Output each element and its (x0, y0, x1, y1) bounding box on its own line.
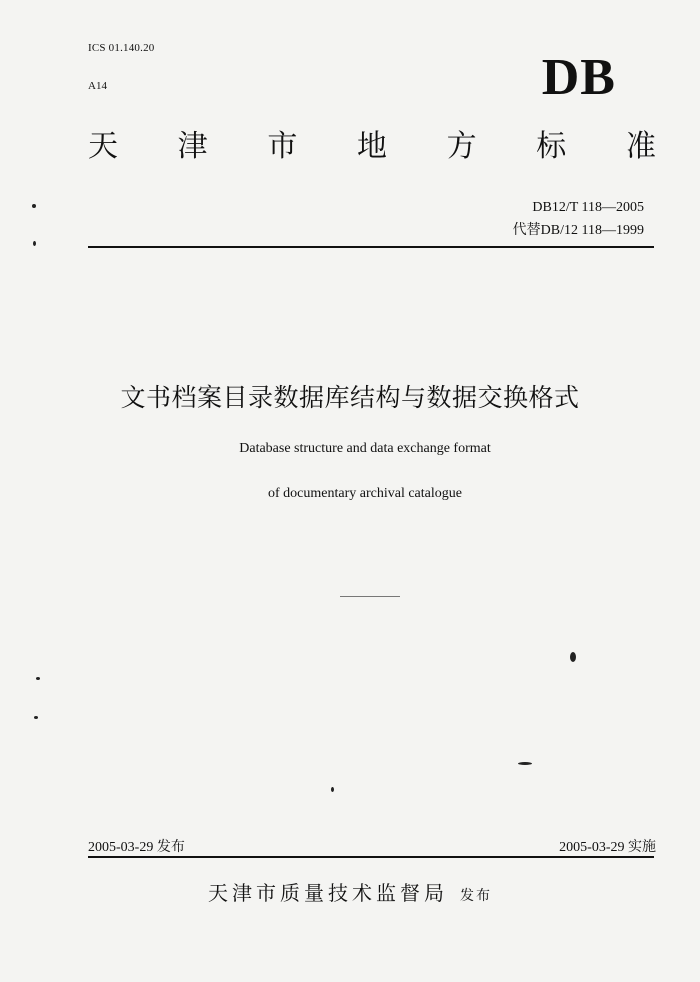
standard-type-char: 市 (267, 129, 298, 164)
scan-speck (331, 787, 334, 792)
standard-type-title (88, 129, 656, 164)
standard-type-char: 方 (446, 129, 477, 164)
standard-type-char: 标 (536, 129, 567, 164)
standard-type-char: 天 (88, 129, 118, 164)
document-title-en-line2: of documentary archival catalogue (268, 486, 462, 501)
standard-codes (513, 196, 644, 242)
standard-type-char: 准 (625, 129, 656, 164)
bottom-divider (88, 856, 654, 858)
scan-speck (570, 652, 576, 662)
standard-type-char: 地 (356, 129, 387, 164)
document-title-en-line1: Database structure and data exchange format (239, 441, 491, 456)
scan-speck (32, 204, 36, 208)
issuer-name: 天津市质量技术监督局 (208, 881, 448, 905)
ics-code: ICS 01.140.20 (88, 42, 155, 54)
classification-code: A14 (88, 80, 107, 92)
document-title-zh: 文书档案目录数据库结构与数据交换格式 (120, 383, 580, 412)
issuer-line (0, 877, 700, 906)
scan-speck (518, 762, 532, 765)
db-logo: DB (541, 49, 616, 106)
scan-speck (34, 716, 38, 719)
standard-number: DB12/T 118—2005 (532, 200, 644, 215)
top-divider (88, 246, 654, 248)
issuer-suffix: 发布 (460, 888, 492, 904)
scan-speck (36, 677, 40, 680)
scan-speck (340, 596, 400, 597)
issue-date: 2005-03-29 发布 (88, 840, 185, 855)
implementation-date: 2005-03-29 实施 (559, 840, 656, 855)
scan-speck (33, 241, 36, 246)
standard-type-char: 津 (177, 129, 208, 164)
replaces-number: 代替DB/12 118—1999 (512, 223, 644, 238)
